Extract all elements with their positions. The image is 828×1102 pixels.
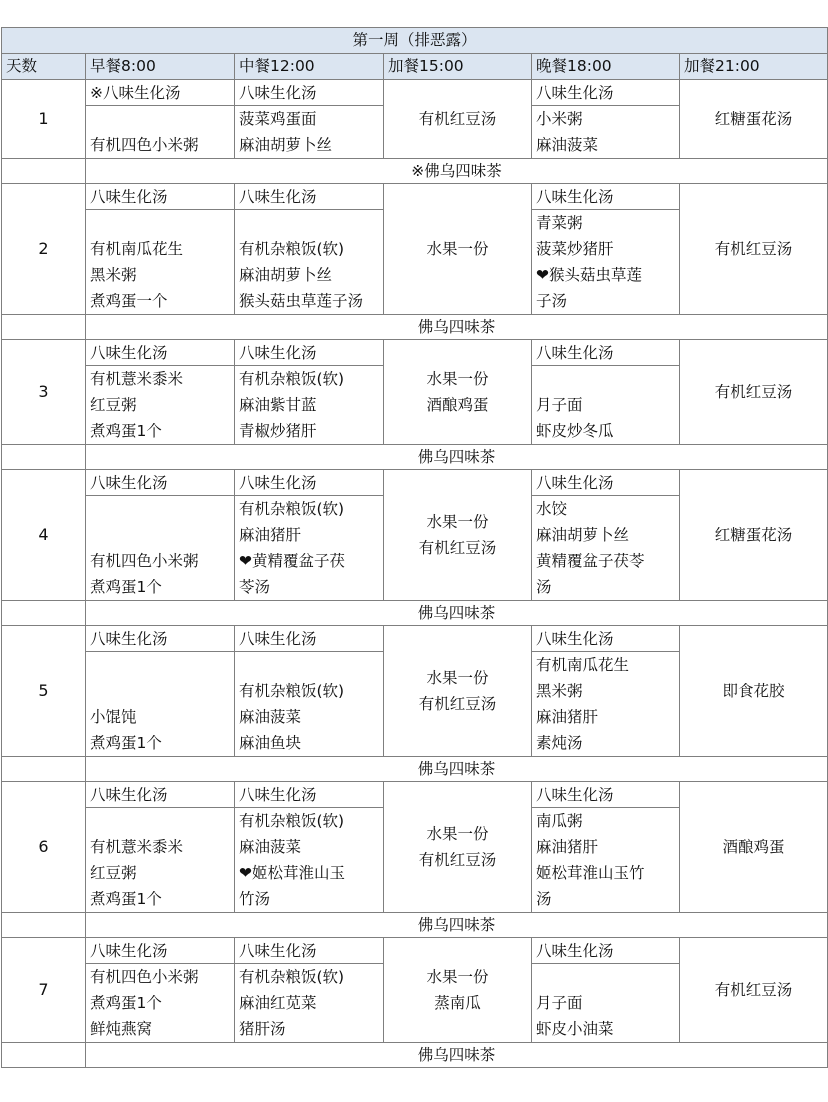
dinner-line: 麻油猪肝 — [536, 708, 599, 726]
dinner-line: 黄精覆盆子茯苓 — [536, 552, 645, 570]
breakfast-line: 煮鸡蛋1个 — [90, 422, 162, 440]
lunch-soup: 八味生化汤 — [235, 184, 384, 210]
lunch-line: 有机杂粮饭(软) — [239, 812, 345, 830]
dinner-soup: 八味生化汤 — [532, 782, 680, 808]
day-number: 4 — [2, 470, 86, 601]
day-7-tea-row — [2, 1043, 828, 1068]
snack-15 — [384, 938, 532, 1043]
lunch-items — [235, 808, 384, 913]
meal-plan-sheet — [1, 27, 827, 1068]
snack-15-line: 水果一份 — [426, 669, 489, 687]
day-4-tea-row — [2, 601, 828, 626]
breakfast-line: 煮鸡蛋1个 — [90, 578, 162, 596]
day-1-tea-row — [2, 159, 828, 184]
breakfast-soup: 八味生化汤 — [86, 938, 235, 964]
day-3-tea-row — [2, 445, 828, 470]
snack-15-line: 水果一份 — [426, 240, 489, 258]
breakfast-line: 红豆粥 — [90, 864, 137, 882]
breakfast-line: 鲜炖燕窝 — [90, 1020, 153, 1038]
lunch-items — [235, 210, 384, 315]
day-1-soup-row — [2, 80, 828, 106]
breakfast-items — [86, 210, 235, 315]
lunch-soup: 八味生化汤 — [235, 470, 384, 496]
lunch-line: 麻油紫甘蓝 — [239, 396, 317, 414]
lunch-line: 麻油鱼块 — [239, 734, 302, 752]
breakfast-soup: 八味生化汤 — [86, 470, 235, 496]
day-3-soup-row — [2, 340, 828, 366]
dinner-soup: 八味生化汤 — [532, 340, 680, 366]
snack-15-line: 酒酿鸡蛋 — [426, 396, 489, 414]
dinner-items — [532, 366, 680, 445]
day-number: 3 — [2, 340, 86, 445]
day-6-soup-row — [2, 782, 828, 808]
breakfast-line: 黑米粥 — [90, 266, 137, 284]
dinner-line: 子汤 — [536, 292, 568, 310]
dinner-line: ❤猴头菇虫草莲 — [536, 266, 642, 284]
tea-item: 佛乌四味茶 — [86, 601, 828, 626]
snack-21: 有机红豆汤 — [680, 184, 828, 315]
dinner-soup: 八味生化汤 — [532, 470, 680, 496]
lunch-items — [235, 964, 384, 1043]
lunch-items — [235, 106, 384, 159]
dinner-line: 素炖汤 — [536, 734, 583, 752]
header-row — [2, 54, 828, 80]
snack-21: 即食花胶 — [680, 626, 828, 757]
tea-spacer — [2, 1043, 86, 1068]
lunch-line: 苓汤 — [239, 578, 271, 596]
breakfast-line: 煮鸡蛋1个 — [90, 994, 162, 1012]
breakfast-items — [86, 808, 235, 913]
day-number: 2 — [2, 184, 86, 315]
snack-15-line: 水果一份 — [426, 370, 489, 388]
title-row — [2, 28, 828, 54]
day-number: 5 — [2, 626, 86, 757]
breakfast-soup: 八味生化汤 — [86, 184, 235, 210]
breakfast-line: 煮鸡蛋一个 — [90, 292, 168, 310]
lunch-line: 有机杂粮饭(软) — [239, 968, 345, 986]
breakfast-soup: ※八味生化汤 — [86, 80, 235, 106]
day-number: 1 — [2, 80, 86, 159]
tea-item: 佛乌四味茶 — [86, 757, 828, 782]
snack-15-line: 水果一份 — [426, 825, 489, 843]
lunch-soup: 八味生化汤 — [235, 782, 384, 808]
dinner-line: 姬松茸淮山玉竹 — [536, 864, 645, 882]
dinner-items — [532, 106, 680, 159]
dinner-line: 月子面 — [536, 994, 583, 1012]
snack-15-line: 水果一份 — [426, 968, 489, 986]
snack-15-line: 有机红豆汤 — [418, 851, 497, 869]
dinner-line: 小米粥 — [536, 110, 583, 128]
day-5-tea-row — [2, 757, 828, 782]
breakfast-soup: 八味生化汤 — [86, 782, 235, 808]
lunch-line: 麻油菠菜 — [239, 708, 302, 726]
breakfast-line: 有机南瓜花生 — [90, 240, 184, 258]
day-7-soup-row — [2, 938, 828, 964]
breakfast-line: 小馄饨 — [90, 708, 137, 726]
header-snack-21: 加餐21:00 — [680, 54, 828, 80]
tea-spacer — [2, 445, 86, 470]
lunch-line: 猴头菇虫草莲子汤 — [239, 292, 364, 310]
breakfast-items — [86, 106, 235, 159]
lunch-line: 有机杂粮饭(软) — [239, 240, 345, 258]
day-2-tea-row — [2, 315, 828, 340]
tea-item: 佛乌四味茶 — [86, 913, 828, 938]
snack-15-line: 有机红豆汤 — [418, 539, 497, 557]
header-lunch: 中餐12:00 — [235, 54, 384, 80]
dinner-items — [532, 210, 680, 315]
tea-spacer — [2, 601, 86, 626]
dinner-items — [532, 496, 680, 601]
lunch-items — [235, 366, 384, 445]
snack-21: 酒酿鸡蛋 — [680, 782, 828, 913]
dinner-line: 菠菜炒猪肝 — [536, 240, 614, 258]
lunch-line: 麻油猪肝 — [239, 526, 302, 544]
lunch-soup: 八味生化汤 — [235, 938, 384, 964]
dinner-line: 麻油菠菜 — [536, 136, 599, 154]
snack-15-line: 蒸南瓜 — [434, 994, 481, 1012]
day-number: 6 — [2, 782, 86, 913]
lunch-line: ❤姬松茸淮山玉 — [239, 864, 345, 882]
lunch-soup: 八味生化汤 — [235, 340, 384, 366]
tea-spacer — [2, 913, 86, 938]
day-5-soup-row — [2, 626, 828, 652]
lunch-soup: 八味生化汤 — [235, 80, 384, 106]
tea-spacer — [2, 159, 86, 184]
breakfast-items — [86, 366, 235, 445]
breakfast-line: 煮鸡蛋1个 — [90, 734, 162, 752]
tea-item: 佛乌四味茶 — [86, 315, 828, 340]
dinner-line: 麻油胡萝卜丝 — [536, 526, 630, 544]
snack-21: 有机红豆汤 — [680, 340, 828, 445]
snack-15 — [384, 470, 532, 601]
breakfast-line: 有机四色小米粥 — [90, 552, 199, 570]
lunch-line: 麻油胡萝卜丝 — [239, 266, 333, 284]
snack-21: 红糖蛋花汤 — [680, 470, 828, 601]
lunch-line: 有机杂粮饭(软) — [239, 370, 345, 388]
breakfast-line: 有机薏米黍米 — [90, 838, 184, 856]
day-6-tea-row — [2, 913, 828, 938]
breakfast-soup: 八味生化汤 — [86, 340, 235, 366]
dinner-line: 汤 — [536, 890, 552, 908]
breakfast-line: 有机薏米黍米 — [90, 370, 184, 388]
lunch-soup: 八味生化汤 — [235, 626, 384, 652]
table-title: 第一周（排恶露） — [2, 28, 828, 54]
breakfast-items — [86, 652, 235, 757]
header-breakfast: 早餐8:00 — [86, 54, 235, 80]
snack-15-line: 有机红豆汤 — [418, 695, 497, 713]
snack-15 — [384, 340, 532, 445]
snack-15-line: 有机红豆汤 — [418, 110, 497, 128]
lunch-line: 麻油胡萝卜丝 — [239, 136, 333, 154]
snack-15 — [384, 626, 532, 757]
tea-item: ※佛乌四味茶 — [86, 159, 828, 184]
lunch-line: 麻油红苋菜 — [239, 994, 317, 1012]
lunch-line: 有机杂粮饭(软) — [239, 500, 345, 518]
lunch-line: 青椒炒猪肝 — [239, 422, 317, 440]
dinner-line: 有机南瓜花生 — [536, 656, 630, 674]
snack-21: 有机红豆汤 — [680, 938, 828, 1043]
dinner-line: 南瓜粥 — [536, 812, 583, 830]
dinner-line: 月子面 — [536, 396, 583, 414]
dinner-soup: 八味生化汤 — [532, 80, 680, 106]
snack-15 — [384, 184, 532, 315]
dinner-line: 青菜粥 — [536, 214, 583, 232]
meal-plan-table — [1, 27, 828, 1068]
day-4-soup-row — [2, 470, 828, 496]
snack-15 — [384, 782, 532, 913]
breakfast-line: 有机四色小米粥 — [90, 136, 199, 154]
dinner-soup: 八味生化汤 — [532, 626, 680, 652]
lunch-line: 麻油菠菜 — [239, 838, 302, 856]
header-day: 天数 — [2, 54, 86, 80]
dinner-items — [532, 652, 680, 757]
breakfast-soup: 八味生化汤 — [86, 626, 235, 652]
snack-21: 红糖蛋花汤 — [680, 80, 828, 159]
header-snack-15: 加餐15:00 — [384, 54, 532, 80]
breakfast-line: 煮鸡蛋1个 — [90, 890, 162, 908]
lunch-items — [235, 652, 384, 757]
dinner-line: 黑米粥 — [536, 682, 583, 700]
dinner-line: 汤 — [536, 578, 552, 596]
dinner-soup: 八味生化汤 — [532, 184, 680, 210]
snack-15-line: 水果一份 — [426, 513, 489, 531]
tea-spacer — [2, 757, 86, 782]
dinner-items — [532, 964, 680, 1043]
dinner-items — [532, 808, 680, 913]
dinner-line: 虾皮炒冬瓜 — [536, 422, 614, 440]
lunch-line: 竹汤 — [239, 890, 271, 908]
lunch-items — [235, 496, 384, 601]
dinner-soup: 八味生化汤 — [532, 938, 680, 964]
lunch-line: 有机杂粮饭(软) — [239, 682, 345, 700]
breakfast-items — [86, 496, 235, 601]
day-number: 7 — [2, 938, 86, 1043]
breakfast-line: 红豆粥 — [90, 396, 137, 414]
dinner-line: 虾皮小油菜 — [536, 1020, 614, 1038]
day-2-soup-row — [2, 184, 828, 210]
lunch-line: 菠菜鸡蛋面 — [239, 110, 317, 128]
header-dinner: 晚餐18:00 — [532, 54, 680, 80]
tea-item: 佛乌四味茶 — [86, 1043, 828, 1068]
breakfast-items — [86, 964, 235, 1043]
dinner-line: 麻油猪肝 — [536, 838, 599, 856]
tea-spacer — [2, 315, 86, 340]
snack-15 — [384, 80, 532, 159]
tea-item: 佛乌四味茶 — [86, 445, 828, 470]
breakfast-line: 有机四色小米粥 — [90, 968, 199, 986]
lunch-line: ❤黄精覆盆子茯 — [239, 552, 345, 570]
lunch-line: 猪肝汤 — [239, 1020, 286, 1038]
dinner-line: 水饺 — [536, 500, 568, 518]
